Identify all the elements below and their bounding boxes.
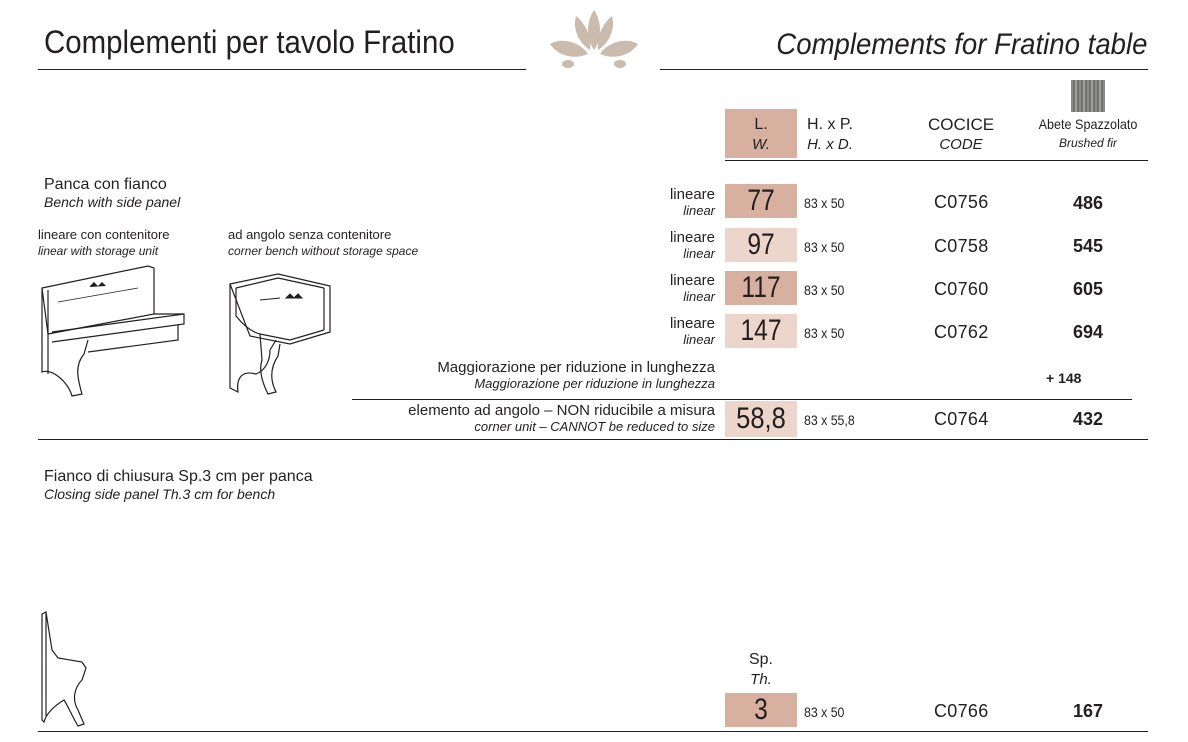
- row4-code: C0762: [934, 322, 989, 342]
- width-header-label: L. W.: [752, 116, 770, 153]
- surcharge-rule: [352, 399, 1132, 400]
- code-header-label: COCICE CODE: [927, 115, 995, 153]
- section2-bottom-rule: [38, 731, 1148, 732]
- row2-code: C0758: [934, 236, 989, 256]
- row2-dimensions: 83 x 50: [804, 239, 845, 255]
- row1-code: C0756: [934, 192, 989, 212]
- row1-width: 77: [747, 184, 775, 217]
- row4-price: 694: [1072, 322, 1104, 342]
- side-panel-price: 167: [1072, 701, 1104, 721]
- row2-price: 545: [1072, 236, 1104, 256]
- page-title-italian: Complementi per tavolo Fratino: [44, 24, 455, 60]
- row2-type: lineare linear: [669, 229, 715, 261]
- brushed-fir-swatch-icon: [1071, 80, 1105, 112]
- section1-title: Panca con fianco Bench with side panel: [44, 176, 181, 210]
- linear-bench-drawing: [38, 262, 188, 402]
- row3-width: 117: [741, 271, 781, 304]
- row3-type: lineare linear: [669, 272, 715, 304]
- side-panel-drawing: [38, 610, 88, 728]
- corner-unit-label: elemento ad angolo – NON riducibile a misura corner unit – CANNOT be reduced to size: [408, 402, 715, 434]
- corner-price: 432: [1072, 409, 1104, 429]
- side-panel-code: C0766: [934, 701, 989, 721]
- corner-code: C0764: [934, 409, 989, 429]
- title-underline-left: [38, 69, 526, 70]
- row3-dimensions: 83 x 50: [804, 282, 845, 298]
- section1-bottom-rule: [38, 439, 1148, 440]
- row1-price: 486: [1072, 193, 1104, 213]
- row3-price: 605: [1072, 279, 1104, 299]
- header-rule: [725, 160, 1148, 161]
- row1-dimensions: 83 x 50: [804, 195, 845, 211]
- flower-logo-icon: [546, 8, 642, 68]
- row4-dimensions: 83 x 50: [804, 325, 845, 341]
- page-title-english: Complements for Fratino table: [776, 28, 1148, 61]
- row2-width: 97: [747, 228, 775, 261]
- corner-dimensions: 83 x 55,8: [804, 412, 855, 428]
- corner-width: 58,8: [736, 402, 786, 435]
- variant-corner-label: ad angolo senza contenitore corner bench without storage space: [228, 227, 419, 258]
- side-panel-dimensions: 83 x 50: [804, 704, 845, 720]
- title-underline-right: [660, 69, 1148, 70]
- surcharge-price: + 148: [1046, 370, 1082, 386]
- section2-title: Fianco di chiusura Sp.3 cm per panca Closing side panel Th.3 cm for bench: [44, 468, 313, 502]
- variant-linear-label: lineare con contenitore linear with storage unit: [38, 227, 170, 258]
- surcharge-label: Maggiorazione per riduzione in lunghezza Maggiorazione per riduzione in lunghezza: [437, 359, 715, 391]
- row4-width: 147: [740, 314, 782, 347]
- thickness-header-label: Sp. Th.: [748, 651, 773, 688]
- row4-type: lineare linear: [669, 315, 715, 347]
- corner-bench-drawing: [226, 270, 336, 400]
- finish-header-label: Abete Spazzolato Brushed fir: [1038, 116, 1138, 150]
- dimensions-header-label: H. x P. H. x D.: [807, 116, 853, 153]
- side-panel-thickness: 3: [754, 693, 768, 726]
- row3-code: C0760: [934, 279, 989, 299]
- row1-type: lineare linear: [669, 186, 715, 218]
